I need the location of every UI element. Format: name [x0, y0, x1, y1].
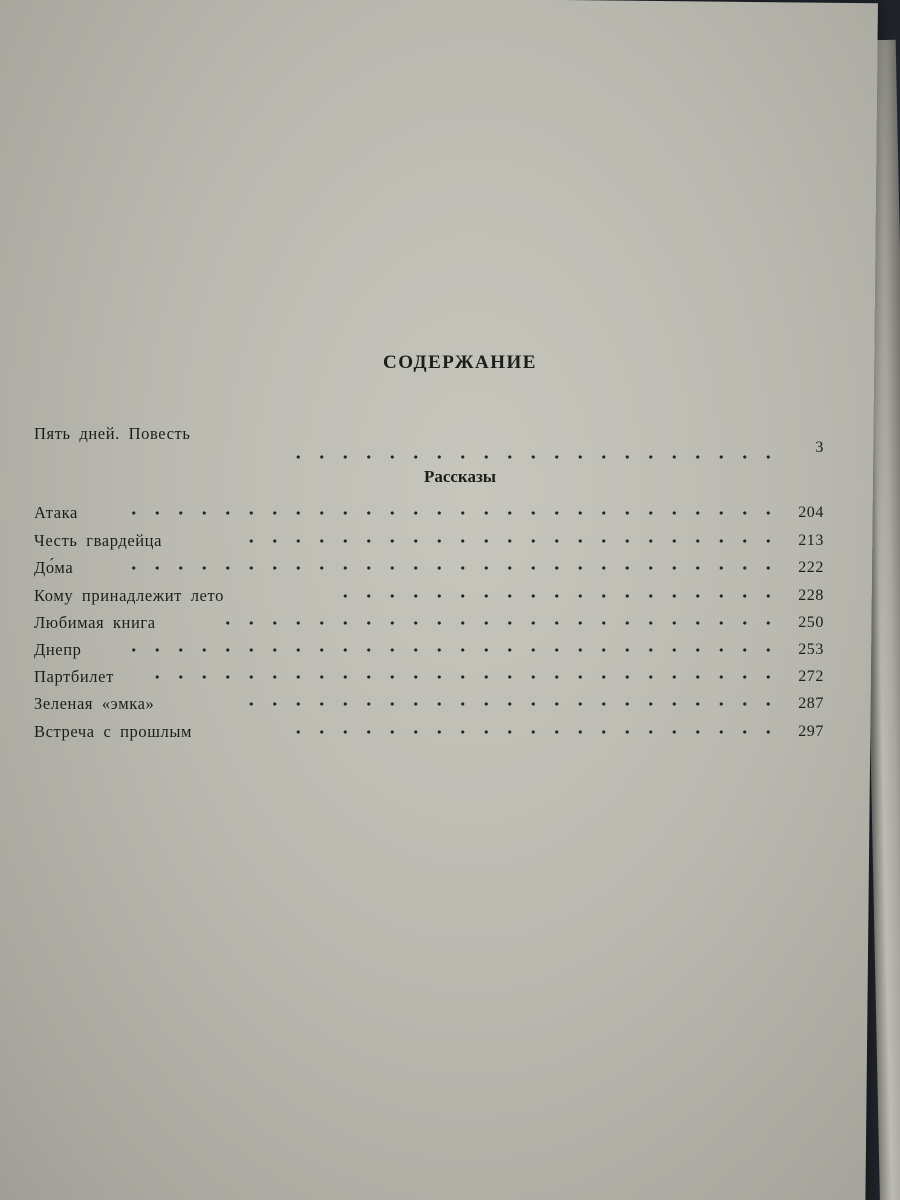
toc-entry-title: До́ма	[34, 558, 74, 577]
toc-entry-title: Атака	[34, 503, 78, 522]
toc-entry	[34, 720, 824, 744]
toc-entry	[34, 501, 824, 525]
toc-entry	[34, 692, 824, 716]
section-title-stories: Рассказы	[423, 467, 497, 486]
toc-entry-page: 204	[798, 504, 824, 521]
toc-entry-title: Днепр	[34, 640, 82, 659]
toc-entry-title: Пять дней. Повесть	[34, 424, 191, 443]
toc-entry-page: 297	[798, 723, 824, 740]
toc-entry	[34, 584, 824, 608]
dot-leader	[282, 730, 780, 734]
toc-entry-title: Честь гвардейца	[34, 531, 163, 550]
dot-leader	[116, 566, 780, 570]
dot-leader	[222, 621, 780, 625]
toc-entry-page: 250	[798, 614, 824, 631]
toc-entry-page: 253	[798, 641, 824, 658]
toc-entry-page: 287	[798, 695, 824, 712]
toc-entry-title: Партбилет	[34, 667, 114, 686]
dot-leader	[234, 702, 780, 706]
dot-leader	[152, 675, 780, 679]
toc-entry-page: 213	[798, 532, 824, 549]
toc-entry	[34, 638, 824, 662]
toc-entry-page: 272	[798, 668, 824, 685]
toc-entry-main	[34, 422, 824, 462]
toc-entry-page: 3	[815, 439, 824, 456]
dot-leader	[292, 455, 780, 459]
toc-entry	[34, 665, 824, 689]
dot-leader	[329, 594, 780, 598]
toc-entry	[34, 611, 824, 635]
toc-entry-page: 228	[798, 587, 824, 604]
dot-leader	[246, 539, 780, 543]
toc-entry-title: Встреча с прошлым	[34, 722, 193, 741]
toc-title: СОДЕРЖАНИЕ	[383, 352, 537, 373]
toc-entry-title: Любимая книга	[34, 613, 156, 632]
dot-leader	[128, 648, 780, 652]
dot-leader	[116, 511, 780, 515]
toc-entry	[34, 529, 824, 553]
toc-entry-title: Кому принадлежит лето	[34, 586, 224, 605]
toc-entry-title: Зеленая «эмка»	[34, 694, 155, 713]
toc-entry	[34, 556, 824, 580]
toc-entry-page: 222	[798, 559, 824, 576]
